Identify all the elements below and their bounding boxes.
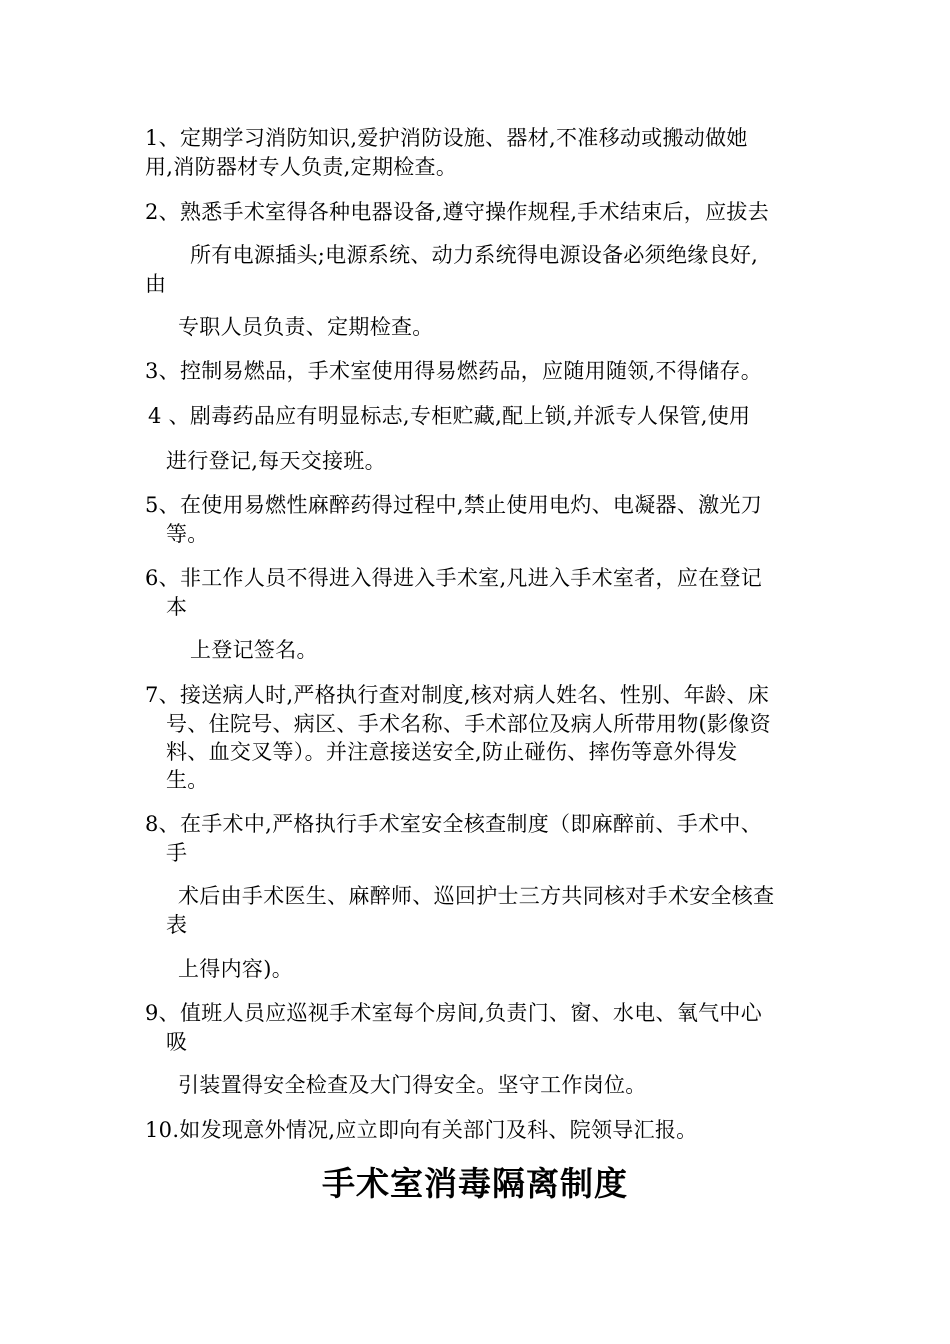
rule-2-line-3: 由 <box>145 272 167 296</box>
rule-7-line-3: 料、血交叉等）。并注意接送安全,防止碰伤、摔伤等意外得发 <box>166 740 738 764</box>
rule-3-line-1: 3、控制易燃品，手术室使用得易燃药品，应随用随领,不得储存。 <box>145 359 763 383</box>
rule-9-line-1: 9、值班人员应巡视手术室每个房间,负责门、窗、水电、氧气中心 <box>145 1001 763 1025</box>
rule-8-line-4: 表 <box>166 913 188 937</box>
rule-1-line-1: 1、定期学习消防知识,爱护消防设施、器材,不准移动或搬动做她 <box>145 126 748 150</box>
rule-4-line-2: 进行登记,每天交接班。 <box>166 449 386 473</box>
rule-2-line-2: 所有电源插头;电源系统、动力系统得电源设备必须绝缘良好, <box>190 243 759 267</box>
rule-5-line-2: 等。 <box>166 522 209 546</box>
rule-9-line-2: 吸 <box>166 1030 188 1054</box>
rule-7-line-4: 生。 <box>166 768 209 792</box>
rule-5-line-1: 5、在使用易燃性麻醉药得过程中,禁止使用电灼、电凝器、激光刀 <box>145 493 763 517</box>
rule-6-line-3: 上登记签名。 <box>190 638 318 662</box>
rule-8-line-3: 术后由手术医生、麻醉师、巡回护士三方共同核对手术安全核查 <box>178 884 775 908</box>
rule-7-line-1: 7、接送病人时,严格执行查对制度,核对病人姓名、性别、年龄、床 <box>145 683 770 707</box>
rule-2-line-1: 2、熟悉手术室得各种电器设备,遵守操作规程,手术结束后，应拔去 <box>145 200 770 224</box>
section-title: 手术室消毒隔离制度 <box>322 1164 628 1203</box>
rule-6-line-1: 6、非工作人员不得进入得进入手术室,凡进入手术室者，应在登记 <box>145 566 763 590</box>
rule-6-line-2: 本 <box>166 595 188 619</box>
rule-10-line-1: 10.如发现意外情况,应立即向有关部门及科、院领导汇报。 <box>145 1118 698 1142</box>
rule-8-line-5: 上得内容)。 <box>178 957 293 981</box>
rule-9-line-3: 引装置得安全检查及大门得安全。坚守工作岗位。 <box>178 1073 647 1097</box>
rule-1-line-2: 用,消防器材专人负责,定期检查。 <box>145 155 458 179</box>
rule-4-line-1: 4 、剧毒药品应有明显标志,专柜贮藏,配上锁,并派专人保管,使用 <box>148 404 751 428</box>
rule-8-line-2: 手 <box>166 841 188 865</box>
rule-7-line-2: 号、住院号、病区、手术名称、手术部位及病人所带用物(影像资 <box>166 712 771 736</box>
rule-8-line-1: 8、在手术中,严格执行手术室安全核查制度（即麻醉前、手术中、 <box>145 812 763 836</box>
rule-2-line-4: 专职人员负责、定期检查。 <box>178 315 434 339</box>
